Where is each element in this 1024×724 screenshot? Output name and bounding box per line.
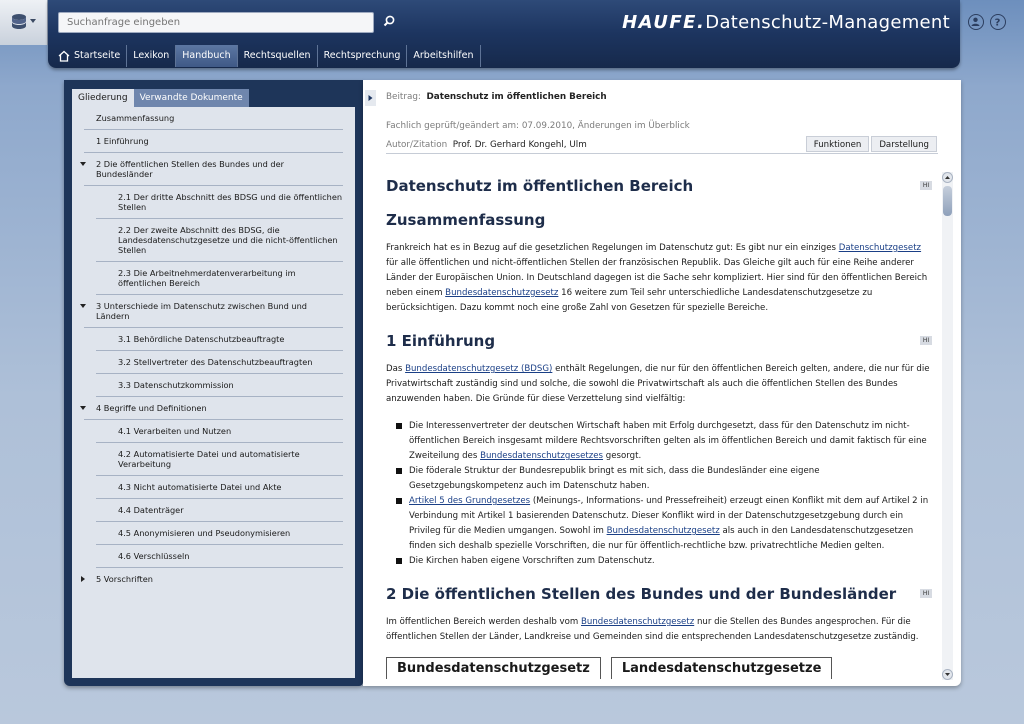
- brand-logo-part2: Datenschutz-Management: [705, 12, 950, 33]
- vertical-scrollbar[interactable]: [942, 172, 953, 680]
- toc-item-label: 2.1 Der dritte Abschnitt des BDSG und die öffentlichen Stellen: [118, 192, 343, 212]
- section-heading-text: Zusammenfassung: [386, 211, 546, 229]
- left-panel: [64, 80, 363, 686]
- chevron-right-icon: [365, 90, 376, 106]
- link-bundesdatenschutzgesetz[interactable]: Bundesdatenschutzgesetz: [606, 526, 720, 536]
- link-bundesdatenschutzgesetz[interactable]: Bundesdatenschutzgesetz: [581, 617, 695, 627]
- brand-logo-part1: HAUFE.: [622, 12, 706, 33]
- comparison-table-header: [386, 657, 934, 679]
- toc-item[interactable]: [84, 397, 343, 420]
- text-run: für alle öffentlichen und nicht-öffentlichen Stellen der französischen Republik. Das Gleiche gilt auch für eine Reihe anderer Länder der Europäischen Union. In Deutschland dagegen ist die Sache sehr kompliziert. Hier sind für den öffentlichen Bereich neben einem: [386, 258, 928, 298]
- tab-verwandte-dokumente[interactable]: Verwandte Dokumente: [134, 89, 249, 107]
- toc-item-label: 2.3 Die Arbeitnehmerdatenverarbeitung im öffentlichen Bereich: [118, 268, 296, 288]
- search-button[interactable]: [378, 11, 400, 33]
- article-title: [386, 177, 934, 195]
- functions-button[interactable]: Funktionen: [806, 136, 870, 152]
- svg-text:?: ?: [994, 17, 1001, 28]
- search-input[interactable]: [58, 12, 374, 33]
- toc-item-label: 3.2 Stellvertreter des Datenschutzbeauftragten: [118, 357, 313, 367]
- toc-item-label: 4.5 Anonymisieren und Pseudonymisieren: [118, 528, 291, 538]
- paragraph: [386, 362, 934, 407]
- nav-item-handbuch[interactable]: [176, 45, 237, 67]
- text-run: Die Interessenvertreter der deutschen Wirtschaft haben mit Erfolg durchgesetzt, dass für den Datenschutz im nicht-öffentlichen Bereich insgesamt mildere Rechtsvorschriften gelten als im öffentlichen Bereich und damit faktisch für eine Zweiteilung des: [409, 421, 927, 461]
- table-header-cell: Bundesdatenschutzgesetz: [386, 657, 601, 679]
- scroll-up-button[interactable]: [942, 172, 953, 183]
- link-bdsg[interactable]: Bundesdatenschutzgesetz (BDSG): [405, 364, 553, 374]
- database-icon: [11, 13, 27, 31]
- expanded-arrow-icon[interactable]: [80, 303, 86, 309]
- nav-item-startseite[interactable]: [52, 45, 127, 67]
- toc-item[interactable]: [96, 420, 343, 443]
- toc-item-label: 4.1 Verarbeiten und Nutzen: [118, 426, 232, 436]
- text-run: enthält Regelungen, die nur für den öffentlichen Bereich gelten, andere, die nur für die Privatwirtschaft zuständig sind und solche, die sowohl die Privatwirtschaft als auch die öffentlichen Stellen des Bundes anzuwenden haben. Die Gründe für diese Verzettelung sind vielfältig:: [386, 364, 930, 404]
- brand-logo: [622, 12, 950, 33]
- toc-item[interactable]: [96, 186, 343, 219]
- paragraph: [386, 241, 934, 316]
- collapsed-arrow-icon[interactable]: [80, 576, 86, 582]
- text-run: Die Kirchen haben eigene Vorschriften zum Datenschutz.: [409, 556, 655, 566]
- toc-item-label: Zusammenfassung: [96, 113, 175, 123]
- expanded-arrow-icon[interactable]: [80, 405, 86, 411]
- chevron-up-icon: [943, 173, 952, 182]
- beitrag-value: Datenschutz im öffentlichen Bereich: [426, 92, 607, 102]
- expanded-arrow-icon[interactable]: [80, 161, 86, 167]
- nav-item-label: Handbuch: [182, 50, 231, 61]
- bullet-list: [386, 419, 934, 569]
- user-icon[interactable]: [968, 14, 984, 30]
- function-buttons: [806, 136, 937, 152]
- toc-item[interactable]: [96, 443, 343, 476]
- link-bundesdatenschutzgesetzes[interactable]: Bundesdatenschutzgesetzes: [480, 451, 604, 461]
- user-glyph: [969, 15, 982, 28]
- nav-item-label: Startseite: [74, 50, 121, 61]
- text-run: nur die Stellen des Bundes angesprochen. Für die öffentlichen Stellen der Länder, Landkreise und Gemeinden sind die entsprechenden Landesdatenschutzgesetze zuständig.: [386, 617, 919, 642]
- link-datenschutzgesetz[interactable]: Datenschutzgesetz: [838, 243, 922, 253]
- beitrag-line: [386, 92, 607, 102]
- scroll-thumb[interactable]: [943, 186, 952, 216]
- article-title-text: Datenschutz im öffentlichen Bereich: [386, 177, 694, 195]
- app-menu-button[interactable]: [0, 0, 48, 45]
- link-bundesdatenschutzgesetz[interactable]: Bundesdatenschutzgesetz: [445, 288, 559, 298]
- text-run: gesorgt.: [603, 451, 642, 461]
- toc-item-label: 4 Begriffe und Definitionen: [96, 403, 207, 413]
- toc-item-label: 2 Die öffentlichen Stellen des Bundes und der Bundesländer: [96, 159, 284, 179]
- toc-item[interactable]: [96, 545, 343, 568]
- collapse-sidebar-button[interactable]: [365, 90, 376, 106]
- nav-item-rechtsprechung[interactable]: [318, 45, 408, 67]
- nav-item-rechtsquellen[interactable]: [238, 45, 318, 67]
- toc-item-label: 2.2 Der zweite Abschnitt des BDSG, die Landesdatenschutzgesetze und die nicht-öffentlichen Stellen: [118, 225, 338, 255]
- header-bar: [48, 0, 960, 68]
- toc-item[interactable]: [84, 107, 343, 130]
- nav-item-lexikon[interactable]: [127, 45, 176, 67]
- nav-item-label: Lexikon: [133, 50, 170, 61]
- author-value: Prof. Dr. Gerhard Kongehl, Ulm: [452, 140, 587, 150]
- toc-item[interactable]: [96, 522, 343, 545]
- toc-item-label: 3 Unterschiede im Datenschutz zwischen Bund und Ländern: [96, 301, 308, 321]
- nav-item-label: Rechtsprechung: [323, 50, 401, 61]
- hi-icon[interactable]: HI: [920, 181, 932, 190]
- toc-item-label: 4.4 Datenträger: [118, 505, 184, 515]
- toc-item[interactable]: [96, 328, 343, 351]
- toc-item-label: 4.6 Verschlüsseln: [118, 551, 190, 561]
- header-icons: [968, 14, 1006, 30]
- sidebar-tabs: [72, 89, 249, 107]
- home-icon: [58, 50, 70, 62]
- paragraph: [386, 615, 934, 645]
- nav-item-label: Arbeitshilfen: [413, 50, 474, 61]
- toc-item[interactable]: [84, 153, 343, 186]
- list-item: [386, 554, 934, 569]
- toc-item[interactable]: [96, 219, 343, 262]
- chevron-down-icon: [943, 670, 952, 679]
- section-heading: [386, 211, 934, 229]
- list-item: [386, 419, 934, 464]
- checked-info: [386, 121, 690, 131]
- article-body: [386, 165, 934, 679]
- table-of-contents: [72, 107, 355, 678]
- text-run: als auch in den Landesdatenschutzgesetzen finden sich deshalb spezielle Vorschriften, die nur für öffentlich-rechtliche bzw. privatrechtliche Medien gelten.: [409, 526, 914, 551]
- help-icon[interactable]: [990, 14, 1006, 30]
- text-run: 16 weitere zum Teil sehr unterschiedliche Landesdatenschutzgesetze zu berücksichtigen. Dazu kommt noch eine große Zahl von Gesetzen für spezielle Bereiche.: [386, 288, 873, 313]
- hi-icon[interactable]: HI: [920, 336, 932, 345]
- text-run: Frankreich hat es in Bezug auf die gesetzlichen Regelungen im Datenschutz gut: Es gibt nur ein einziges: [386, 243, 839, 253]
- section-heading-text: 1 Einführung: [386, 332, 496, 350]
- list-item: [386, 494, 934, 554]
- hi-icon[interactable]: HI: [920, 589, 932, 598]
- nav-item-label: Rechtsquellen: [243, 50, 311, 61]
- scroll-down-button[interactable]: [942, 669, 953, 680]
- content-panel: [363, 80, 961, 686]
- toc-item-label: 4.2 Automatisierte Datei und automatisierte Verarbeitung: [118, 449, 300, 469]
- toc-item[interactable]: [84, 295, 343, 328]
- chevron-down-icon: [30, 19, 36, 23]
- divider: [386, 153, 938, 154]
- question-glyph: [991, 15, 1004, 28]
- text-run: Das: [386, 364, 406, 374]
- toc-item-label: 3.1 Behördliche Datenschutzbeauftragte: [118, 334, 285, 344]
- toc-item-label: 5 Vorschriften: [96, 574, 153, 584]
- toc-item-label: 1 Einführung: [96, 136, 149, 146]
- section-heading: [386, 585, 934, 603]
- section-heading-text: 2 Die öffentlichen Stellen des Bundes und der Bundesländer: [386, 585, 897, 603]
- text-run: Die föderale Struktur der Bundesrepublik bringt es mit sich, dass die Bundesländer eine eigene Gesetzgebungskompetenz auch im Datenschutz haben.: [409, 466, 820, 491]
- author-line: [386, 140, 587, 150]
- text-run: (Meinungs-, Informations- und Pressefreiheit) erzeugt einen Konflikt mit dem auf Artikel 2 in Verbindung mit Artikel 1 basierenden Datenschutz. Dieser Konflikt wird in der Datenschutzgesetzgebung durch ein Privileg für die Medien umgangen. Sowohl im: [409, 496, 929, 536]
- toc-item[interactable]: [84, 130, 343, 153]
- main-navigation: [52, 45, 481, 67]
- toc-item[interactable]: [96, 374, 343, 397]
- table-header-cell: Landesdatenschutzgesetze: [611, 657, 833, 679]
- toc-item[interactable]: [96, 476, 343, 499]
- nav-item-arbeitshilfen[interactable]: [407, 45, 480, 67]
- beitrag-label: Beitrag:: [386, 92, 421, 102]
- toc-item[interactable]: [84, 568, 343, 590]
- toc-item[interactable]: [96, 351, 343, 374]
- toc-item[interactable]: [96, 262, 343, 295]
- toc-item-label: 4.3 Nicht automatisierte Datei und Akte: [118, 482, 282, 492]
- toc-item[interactable]: [96, 499, 343, 522]
- list-item: [386, 464, 934, 494]
- section-heading: [386, 332, 934, 350]
- display-button[interactable]: Darstellung: [871, 136, 937, 152]
- checked-text: Fachlich geprüft/geändert am: 07.09.2010, Änderungen im Überblick: [386, 121, 690, 131]
- text-run: Im öffentlichen Bereich werden deshalb vom: [386, 617, 582, 627]
- tab-gliederung[interactable]: Gliederung: [72, 89, 134, 107]
- link-artikel-5-grundgesetz[interactable]: Artikel 5 des Grundgesetzes: [409, 496, 531, 506]
- search-icon: [378, 11, 400, 33]
- toc-item-label: 3.3 Datenschutzkommission: [118, 380, 234, 390]
- author-label: Autor/Zitation: [386, 140, 448, 150]
